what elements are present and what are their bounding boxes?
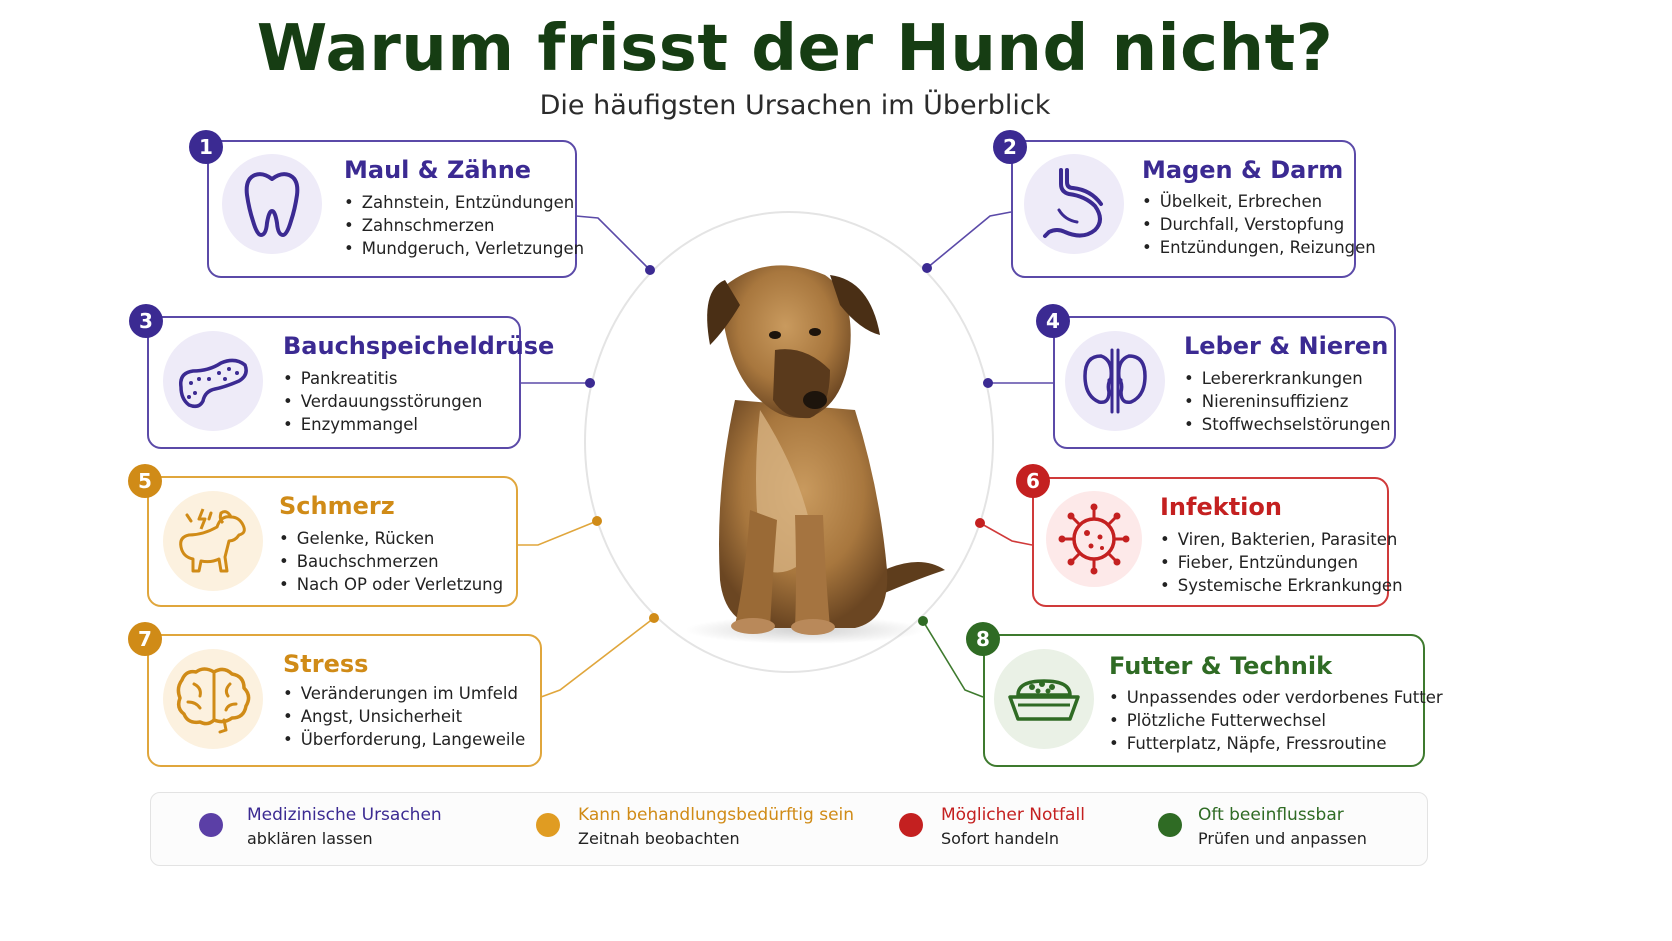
card-title: Schmerz <box>279 492 395 520</box>
icon-circle <box>994 649 1094 749</box>
connector-dot-7 <box>649 613 659 623</box>
list-item: • Zahnstein, Entzündungen <box>344 191 584 214</box>
card-title: Leber & Nieren <box>1184 332 1389 360</box>
list-item: • Fieber, Entzündungen <box>1160 551 1403 574</box>
legend-label: Oft beeinflussbar <box>1198 805 1344 825</box>
cause-card-7 <box>147 634 542 767</box>
list-item: • Nach OP oder Verletzung <box>279 573 503 596</box>
list-item: • Pankreatitis <box>283 367 482 390</box>
list-item: • Plötzliche Futterwechsel <box>1109 709 1443 732</box>
cause-card-2 <box>1011 140 1376 278</box>
connector-dot-5 <box>592 516 602 526</box>
number-badge-7: 7 <box>128 622 162 656</box>
number-badge-2: 2 <box>993 130 1027 164</box>
legend-sub: Prüfen und anpassen <box>1198 829 1367 848</box>
connector-dot-6 <box>975 518 985 528</box>
tooth-icon <box>241 169 303 239</box>
card-list <box>283 682 525 751</box>
list-item: • Unpassendes oder verdorbenes Futter <box>1109 686 1443 709</box>
card-title: Maul & Zähne <box>344 156 532 184</box>
icon-circle <box>163 491 263 591</box>
cause-card-8 <box>983 634 1443 767</box>
icon-circle <box>222 154 322 254</box>
number-badge-1: 1 <box>189 130 223 164</box>
virus-icon <box>1057 502 1131 576</box>
card-list <box>283 367 482 436</box>
legend-dot-orange <box>536 813 560 837</box>
legend-label: Kann behandlungsbedürftig sein <box>578 805 855 825</box>
number-badge-8: 8 <box>966 622 1000 656</box>
cause-card-1 <box>207 140 585 278</box>
card-title: Stress <box>283 650 369 678</box>
list-item: • Zahnschmerzen <box>344 214 584 237</box>
list-item: • Entzündungen, Reizungen <box>1142 236 1376 259</box>
number-badge-6: 6 <box>1016 464 1050 498</box>
connector-7 <box>541 618 654 697</box>
legend-dot-green <box>1158 813 1182 837</box>
food-bowl-icon <box>1004 669 1084 729</box>
cause-card-5 <box>147 476 518 607</box>
card-list <box>344 191 584 260</box>
list-item: • Angst, Unsicherheit <box>283 705 525 728</box>
list-item: • Bauchschmerzen <box>279 550 503 573</box>
list-item: • Mundgeruch, Verletzungen <box>344 237 584 260</box>
cause-card-4 <box>1053 316 1396 449</box>
list-item: • Veränderungen im Umfeld <box>283 682 525 705</box>
connector-1 <box>576 216 650 270</box>
stomach-icon <box>1039 166 1109 242</box>
card-title: Bauchspeicheldrüse <box>283 332 555 360</box>
brain-icon <box>174 664 252 734</box>
card-title: Futter & Technik <box>1109 652 1333 680</box>
card-list <box>1160 528 1403 597</box>
card-list <box>1142 190 1376 259</box>
list-item: • Enzymmangel <box>283 413 482 436</box>
list-item: • Verdauungsstörungen <box>283 390 482 413</box>
connector-dot-3 <box>585 378 595 388</box>
icon-circle <box>1046 491 1142 587</box>
legend-dot-red <box>899 813 923 837</box>
card-list <box>1109 686 1443 755</box>
list-item: • Überforderung, Langeweile <box>283 728 525 751</box>
connector-dot-1 <box>645 265 655 275</box>
legend-dot-purple <box>199 813 223 837</box>
dog-pain-icon <box>173 505 253 577</box>
card-list <box>1184 367 1391 436</box>
legend-sub: Zeitnah beobachten <box>578 829 740 848</box>
list-item: • Systemische Erkrankungen <box>1160 574 1403 597</box>
cause-card-3 <box>147 316 555 449</box>
number-badge-4: 4 <box>1036 304 1070 338</box>
icon-circle <box>1024 154 1124 254</box>
connector-dot-4 <box>983 378 993 388</box>
number-badge-3: 3 <box>129 304 163 338</box>
sad-dog-illustration <box>665 250 965 650</box>
list-item: • Stoffwechselstörungen <box>1184 413 1391 436</box>
pancreas-icon <box>175 353 251 409</box>
number-badge-5: 5 <box>128 464 162 498</box>
list-item: • Futterplatz, Näpfe, Fressroutine <box>1109 732 1443 755</box>
cause-card-6 <box>1032 477 1403 607</box>
icon-circle <box>163 331 263 431</box>
legend-sub: Sofort handeln <box>941 829 1059 848</box>
kidneys-icon <box>1079 346 1151 416</box>
icon-circle <box>163 649 263 749</box>
card-title: Infektion <box>1160 493 1282 521</box>
list-item: • Viren, Bakterien, Parasiten <box>1160 528 1403 551</box>
list-item: • Übelkeit, Erbrechen <box>1142 190 1376 213</box>
legend <box>150 792 1428 866</box>
page-subtitle: Die häufigsten Ursachen im Überblick <box>539 90 1051 121</box>
page-title: Warum frisst der Hund nicht? <box>256 12 1334 86</box>
card-list <box>279 527 503 596</box>
list-item: • Durchfall, Verstopfung <box>1142 213 1376 236</box>
legend-label: Möglicher Notfall <box>941 805 1085 825</box>
card-title: Magen & Darm <box>1142 156 1344 184</box>
list-item: • Niereninsuffizienz <box>1184 390 1391 413</box>
connector-6 <box>980 523 1032 545</box>
legend-sub: abklären lassen <box>247 829 373 848</box>
legend-label: Medizinische Ursachen <box>247 805 442 825</box>
icon-circle <box>1065 331 1165 431</box>
connector-5 <box>517 521 597 545</box>
list-item: • Lebererkrankungen <box>1184 367 1391 390</box>
list-item: • Gelenke, Rücken <box>279 527 503 550</box>
